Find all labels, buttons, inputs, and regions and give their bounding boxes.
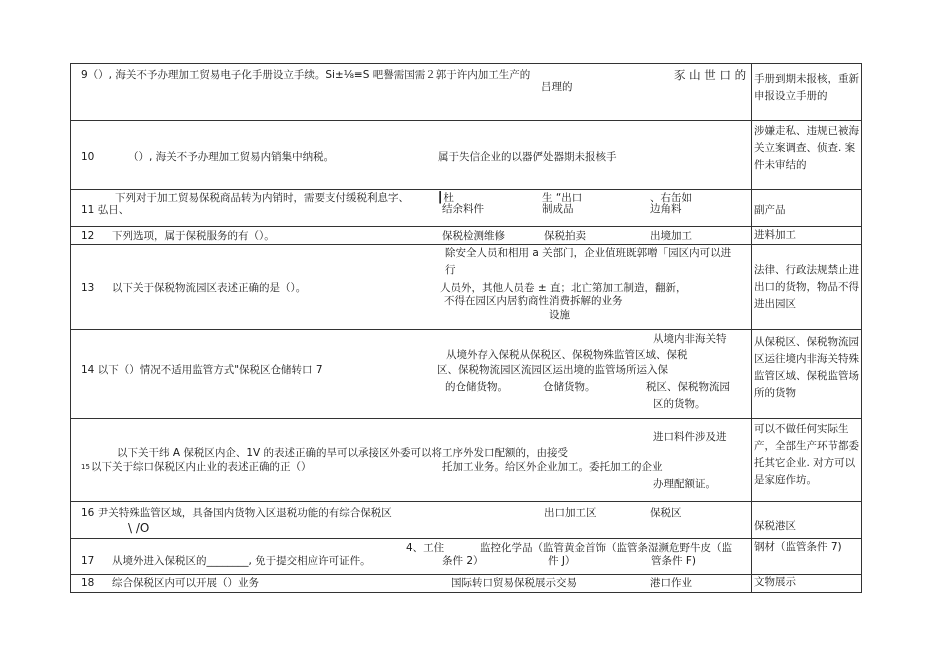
row-10-option-a: 属于失信企业的以器俨处器期未报核手 — [438, 151, 617, 163]
row-17-answer: 钢材（监管条件 7) — [754, 541, 842, 553]
row-13-option-line: 设施 — [549, 309, 570, 321]
row-15-option-line: 托加工业务。给区外企业加工。委托加工的企业 — [442, 461, 663, 473]
row-17-option-line: 管条件 F) — [651, 555, 696, 567]
row-16-question: 16 尹关特殊监管区域，具备国内货物入区退税功能的有综合保税区 — [81, 507, 392, 519]
row-15-option-line: 办理配额证。 — [653, 478, 716, 490]
row-14-question: 14 以下（）情况不适用监管方式"保税区仓储转口 7 — [81, 364, 323, 376]
row-11-option-b: 制成品 — [542, 203, 574, 215]
row-11-fragment: ┃杜 — [437, 192, 454, 204]
row-10-question: （）, 海关不予办理加工贸易内销集中纳税。 — [128, 151, 335, 163]
row-10-answer: 涉嫌走私、违规已被海关立案调查、侦查. 案件未审结的 — [754, 125, 859, 171]
row-11-option-c: 边角料 — [650, 203, 682, 215]
row-18-answer: 文物展示 — [754, 576, 796, 588]
row-14-answer: 从保税区、保税物流园区运往境内非海关特殊监管区域、保税监管场所的货物 — [754, 336, 859, 399]
row-18-option-a: 国际转口贸易保税展示交易 — [451, 577, 577, 589]
row-divider — [70, 538, 862, 539]
row-14-option-line: 区、保税物流园区流园区运出境的监管场所运入保 — [437, 364, 668, 376]
row-18-question: 综合保税区内可以开展（）业务 — [112, 577, 259, 589]
row-12-question: 下列选项，属于保税服务的有（）。 — [112, 230, 275, 242]
row-11-question: 下列对于加工贸易保税商品转为内销时，需要支付缓税利息字、 — [115, 192, 409, 204]
row-12-number: 12 — [81, 230, 95, 242]
row-divider — [70, 120, 862, 121]
row-17-option-a: 4、工住 — [406, 542, 445, 554]
row-14-option-line: 仓储货物。 — [543, 381, 596, 393]
row-14-option-line: 的仓储货物。 — [445, 381, 508, 393]
row-11-fragment: 、右缶如 — [650, 192, 692, 204]
row-15-question: 以下关于综口保税区内止业的表述正确的正（） — [91, 461, 312, 473]
row-9-option-a: 吕理的 — [541, 81, 573, 93]
row-divider — [70, 418, 862, 419]
row-15-number: 15 — [81, 463, 90, 471]
row-17-number: 17 — [81, 555, 95, 567]
row-15-question: 以下关干纬 A 保税区内企、1V 的表述正确的旱可以承接区外委可以将工序外发口配额的，由接受 — [117, 447, 569, 459]
row-12-option-c: 出境加工 — [650, 230, 692, 242]
row-13-option-line: 人员外，其他人员卷 ± 直；北亡第加工制造，翻新， — [440, 282, 687, 294]
row-11-fragment: 生 “出口 — [542, 192, 583, 204]
row-9-answer: 手册到期未报核，重新申报设立手册的 — [754, 73, 859, 102]
row-14-option-line: 区的货物。 — [653, 398, 706, 410]
table-right-border — [861, 63, 862, 593]
row-15-option-c-top: 进口料件涉及进 — [653, 431, 727, 443]
row-16-option-b: 出口加工区 — [544, 507, 597, 519]
row-15-answer: 可以不做任何实际生产，全部生产环节都委托其它企业. 对方可以是家庭作坊。 — [754, 423, 859, 486]
row-17-option-line: 件 J） — [548, 555, 576, 567]
row-divider — [70, 244, 862, 245]
row-divider — [70, 329, 862, 330]
row-divider — [70, 189, 862, 190]
row-16-answer: 保税港区 — [754, 520, 796, 532]
row-13-option-line: 不得在园区内居豹商性消费拆解的业务 — [444, 295, 623, 307]
row-16-option-c: 保税区 — [650, 507, 682, 519]
row-divider — [70, 592, 862, 593]
row-17-option-line: 条件 2） — [442, 555, 484, 567]
row-10-number: 10 — [81, 151, 95, 163]
row-17-question: 从境外进入保税区的________, 免于提交相应许可证件。 — [112, 555, 371, 567]
row-13-option-line: 除安全人员和相用 a 关部门，企业值班既郭噌「园区内可以进 — [445, 247, 732, 259]
row-divider — [70, 63, 862, 64]
row-divider — [70, 574, 862, 575]
answer-column-divider — [751, 63, 752, 593]
row-9-question: 9（）, 海关不予办理加工贸易电子化手册设立手续。Si±⅛≡S 吧譽需国需２郭于许内加工生产的 — [81, 69, 531, 81]
row-12-answer: 进料加工 — [754, 229, 796, 241]
row-18-option-c: 港口作业 — [650, 577, 692, 589]
row-13-answer: 法律、行政法规禁止进出口的货物，物品不得进出园区 — [754, 264, 859, 310]
row-17-option-line: 监控化学品（监管黄金首饰（监管条湿濒危野牛皮（监 — [480, 542, 732, 554]
row-13-question: 以下关于保税物流园区表述正确的是（）。 — [112, 282, 307, 294]
row-11-option-a: 结余料件 — [442, 203, 484, 215]
row-14-option-c-top: 从境内非海关特 — [653, 333, 727, 345]
row-11-answer: 副产品 — [754, 204, 786, 216]
row-13-number: 13 — [81, 282, 95, 294]
table-left-border — [70, 63, 71, 593]
row-12-option-b: 保税拍卖 — [544, 230, 586, 242]
row-18-number: 18 — [81, 577, 95, 589]
row-9-option-b: 豕 山 世 口 的 — [674, 68, 747, 82]
row-16-option-a: \ /O — [128, 521, 150, 535]
row-divider — [70, 501, 862, 502]
row-12-option-a: 保税检测维修 — [442, 230, 505, 242]
row-11-number: 11 弘日、 — [81, 204, 130, 216]
row-14-option-line: 税区、保税物流园 — [646, 381, 730, 393]
question-table — [70, 63, 862, 593]
row-divider — [70, 226, 862, 227]
row-13-option-line: 行 — [445, 264, 456, 276]
row-14-option-line: 从境外存入保税从保税区、保税物殊监管区域、保税 — [446, 349, 688, 361]
